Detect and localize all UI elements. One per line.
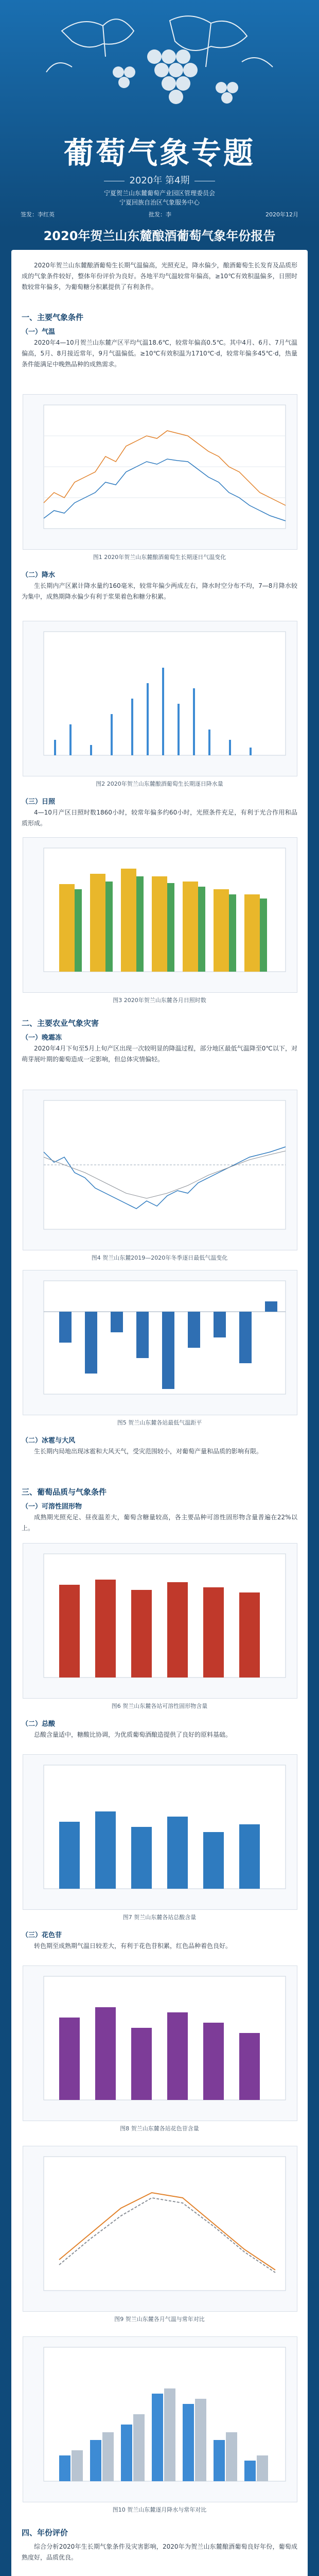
subsection-hail: （二）冰雹与大风	[22, 1437, 76, 1445]
caption-fig7: 图7 贺兰山东麓各站总酸含量	[122, 1914, 197, 1921]
caption-fig9: 图9 贺兰山东麓各月气温与常年对比	[114, 2316, 205, 2323]
caption-fig2: 图2 2020年贺兰山东麓酿酒葡萄生长期逐日降水量	[96, 781, 223, 787]
caption-fig4: 图4 贺兰山东麓2019—2020年冬季逐日最低气温变化	[91, 1255, 228, 1261]
section-title-4: 四、年份评价	[22, 2528, 68, 2537]
report-body	[11, 250, 308, 2576]
chart-daily-temperature	[23, 394, 297, 550]
subsection-temperature: （一）气温	[22, 328, 56, 336]
caption-fig1: 图1 2020年贺兰山东麓酿酒葡萄生长期逐日气温变化	[93, 554, 226, 561]
chart-total-acid	[23, 1754, 297, 1910]
anthocyanin-paragraph: 转色期至成熟期气温日较差大，有利于花色苷积累，红色品种着色良好。	[34, 1942, 232, 1950]
sunshine-paragraph: 4—10月产区日照时数1860小时，较常年偏多约60小时，光照条件充足，有利于光合作用和品质形成。	[22, 809, 297, 827]
subsection-precipitation: （二）降水	[22, 571, 56, 579]
publisher-1: 宁夏贺兰山东麓葡萄产业园区管理委员会	[103, 190, 215, 197]
caption-fig8: 图8 贺兰山东麓各站花色苷含量	[120, 2125, 199, 2132]
section-title-3: 三、葡萄品质与气象条件	[22, 1487, 107, 1497]
chart-winter-min-temp	[23, 1090, 297, 1250]
chart-monthly-sunshine	[23, 837, 297, 993]
publisher-2: 宁夏回族自治区气象服务中心	[119, 199, 200, 206]
caption-fig10: 图10 贺兰山东麓逐月降水与常年对比	[112, 2506, 207, 2513]
evaluation-paragraph: 综合分析2020年生长期气象条件及灾害影响，2020年为贺兰山东麓酿酒葡萄良好年份，葡萄成熟度好，品质优良。	[22, 2543, 297, 2561]
chart-soluble-solids	[23, 1543, 297, 1699]
chart-daily-precipitation	[23, 621, 297, 776]
meta-line	[21, 210, 298, 218]
subsection-frost: （一）晚霜冻	[22, 1034, 62, 1042]
caption-fig3: 图3 2020年贺兰山东麓各月日照时数	[113, 997, 206, 1004]
subsection-anthocyanin: （三）花色苷	[22, 1931, 62, 1939]
frost-paragraph: 2020年4月下旬至5月上旬产区出现一次较明显的降温过程，部分地区最低气温降至0℃以下，对萌芽展叶期的葡萄造成一定影响，但总体灾情偏轻。	[22, 1045, 297, 1063]
subsection-sunshine: （三）日照	[22, 798, 56, 806]
chart-monthly-precip-compare	[23, 2336, 297, 2502]
precipitation-paragraph: 生长期内产区累计降水量约160毫米，较常年偏少两成左右，降水时空分布不均，7—8月降水较为集中，成熟期降水偏少有利于浆果着色和糖分积累。	[22, 582, 297, 600]
issue-number: 2020年 第4期	[0, 173, 319, 187]
section-title-2: 二、主要农业气象灾害	[22, 1019, 99, 1028]
page-title: 葡萄气象专题	[63, 135, 255, 171]
approver: 批发：李	[149, 211, 171, 218]
acid-paragraph: 总酸含量适中，糖酸比协调，为优质葡萄酒酿造提供了良好的原料基础。	[34, 1731, 232, 1738]
report-title: 2020年贺兰山东麓酿酒葡萄气象年份报告	[43, 229, 276, 243]
chart-anthocyanin	[23, 1965, 297, 2121]
chart-station-anomaly	[23, 1270, 297, 1415]
header	[0, 0, 319, 229]
section-title-1: 一、主要气象条件	[22, 313, 84, 322]
chart-monthly-temp-compare	[23, 2146, 297, 2312]
date: 2020年12月	[265, 211, 298, 218]
temperature-paragraph: 2020年4—10月贺兰山东麓产区平均气温18.6℃，较常年偏高0.5℃。其中4月、6月、7月气温偏高，5月、8月接近常年，9月气温偏低。≥10℃有效积温为1710℃·d，较常年偏多45℃·d，热量条件能满足中晚熟品种的成熟需求。	[22, 339, 297, 368]
caption-fig6: 图6 贺兰山东麓各站可溶性固形物含量	[111, 1703, 208, 1709]
intro-paragraph: 2020年贺兰山东麓酿酒葡萄生长期气温偏高，光照充足，降水偏少，酿酒葡萄生长发育及品质形成的气象条件较好，整体年份评价为良好。各地平均气温较常年偏高，≥10℃有效积温偏多，日照时数较常年偏多，为葡萄糖分积累提供了有利条件。	[22, 262, 297, 291]
caption-fig5: 图5 贺兰山东麓各站最低气温距平	[117, 1419, 202, 1426]
hail-paragraph: 生长期内局地出现冰雹和大风天气，受灾范围较小，对葡萄产量和品质的影响有限。	[34, 1448, 263, 1455]
signer: 签发：李红英	[21, 211, 55, 218]
subsection-acid: （二）总酸	[22, 1720, 56, 1728]
sugar-paragraph: 成熟期光照充足、昼夜温差大，葡萄含糖量较高，各主要品种可溶性固形物含量普遍在22%以上。	[22, 1514, 297, 1532]
subsection-sugar: （一）可溶性固形物	[22, 1503, 82, 1511]
grape-illustration-icon	[0, 0, 319, 129]
